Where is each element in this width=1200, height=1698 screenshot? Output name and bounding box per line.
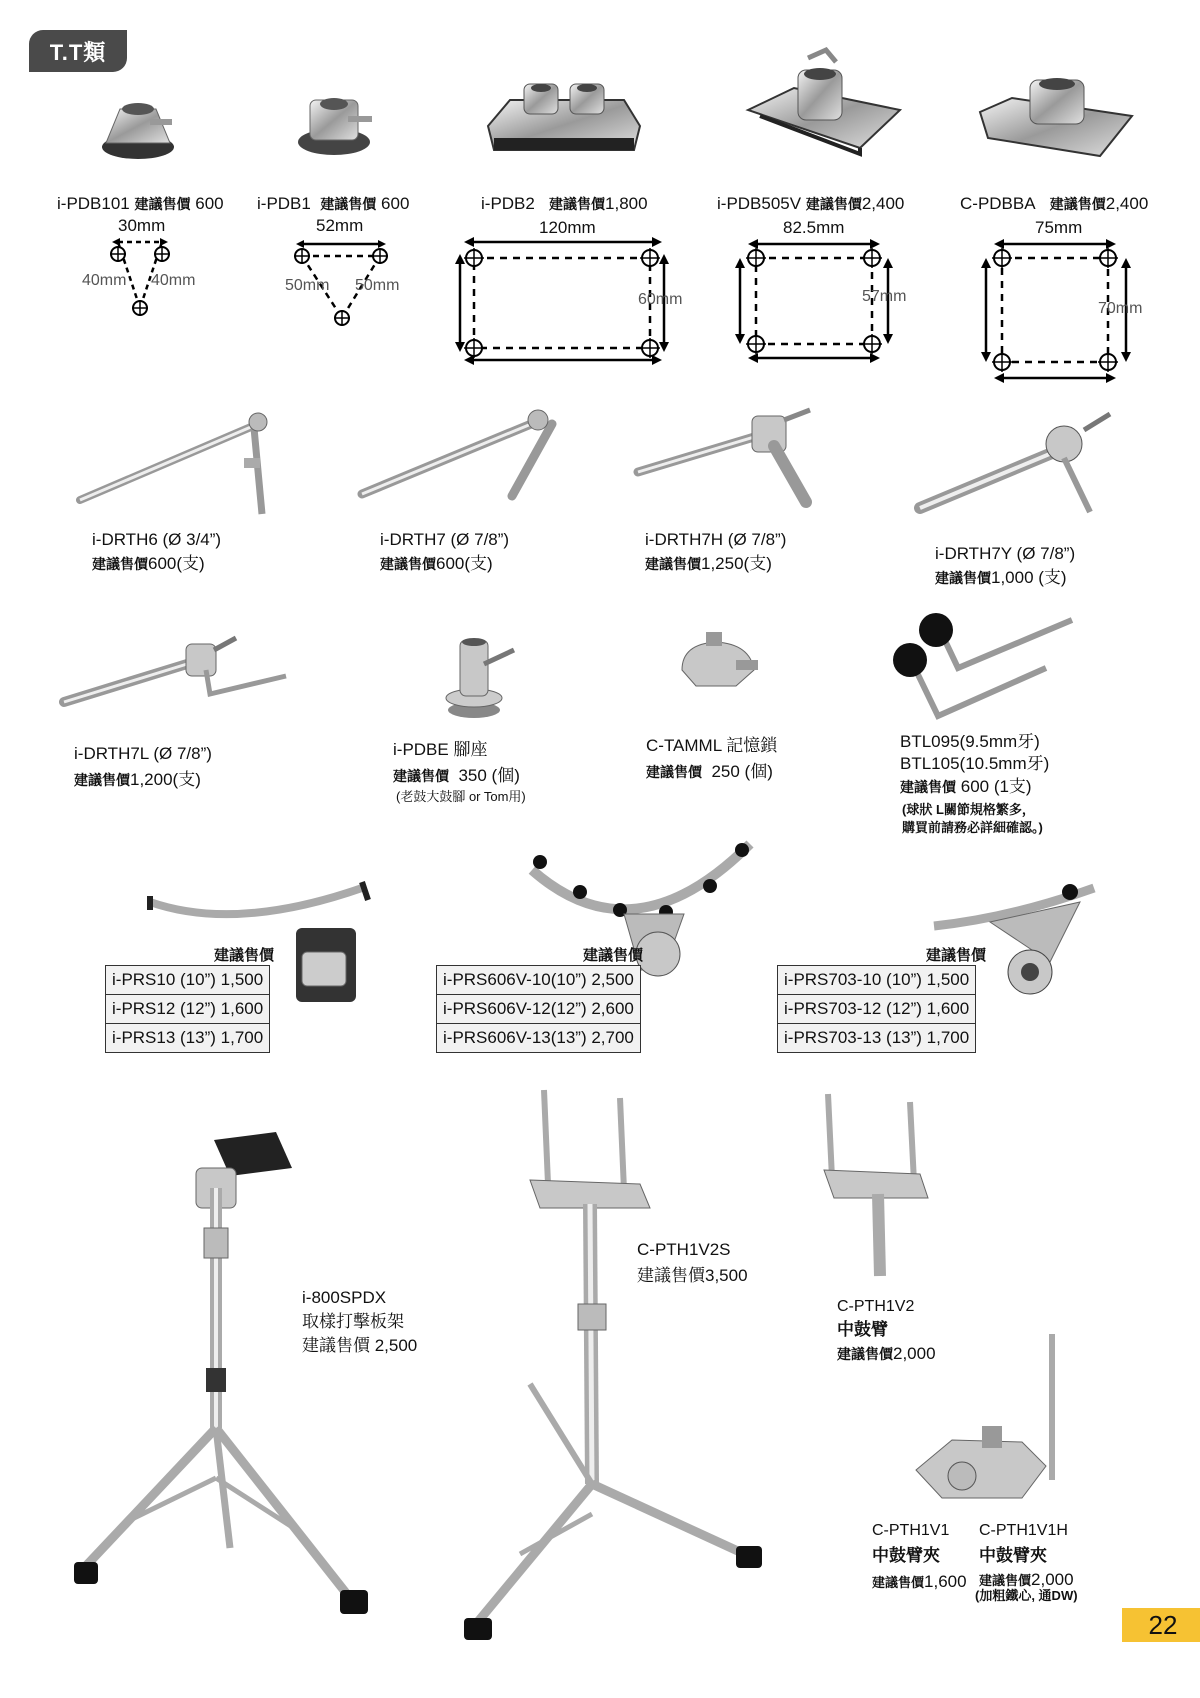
arm-model-i-drth7: i-DRTH7 (Ø 7/8”) <box>380 530 510 549</box>
stand-model-c-pth1v1h: C-PTH1V1H <box>979 1522 1068 1539</box>
product-image-i-drth6 <box>76 408 276 518</box>
acc-model-btl105: BTL105(10.5mm牙) <box>900 754 1050 773</box>
arm-model-i-drth7y: i-DRTH7Y (Ø 7/8”) <box>935 544 1076 563</box>
rim-price-row: i-PRS606V-13(13”) 2,700 <box>437 1024 641 1053</box>
plate-label-i-pdb1: i-PDB1 建議售價 600 <box>257 194 410 213</box>
acc-note-btl-2: 購買前請務必詳細確認。) <box>902 820 1043 835</box>
rim-price-row: i-PRS606V-12(12”) 2,600 <box>437 995 641 1024</box>
dimension-width-i-pdb2: 120mm <box>539 218 596 237</box>
dimension-width-i-pdb101: 30mm <box>118 216 166 235</box>
product-image-c-pth1v1 <box>912 1330 1062 1510</box>
stand-model-c-pth1v2s: C-PTH1V2S <box>637 1240 731 1259</box>
rim-price-row: i-PRS606V-10(10”) 2,500 <box>437 966 641 995</box>
dimension-left-i-pdb101: 40mm <box>82 272 127 289</box>
product-image-btl <box>896 616 1086 726</box>
dimension-height-i-pdb505v: 57mm <box>862 288 907 305</box>
product-image-c-tamml <box>676 630 766 710</box>
plate-label-i-pdb2: i-PDB2 建議售價1,800 <box>481 194 648 213</box>
plate-label-c-pdbba: C-PDBBA 建議售價2,400 <box>960 194 1149 213</box>
rim-price-row: i-PRS10 (10”) 1,500 <box>106 966 270 995</box>
stand-price-c-pth1v1h: 建議售價2,000 <box>979 1570 1074 1589</box>
arm-model-i-drth7h: i-DRTH7H (Ø 7/8”) <box>645 530 787 549</box>
rim-table-header-1: 建議售價 <box>214 947 275 964</box>
category-tag: T.T類 <box>29 30 127 72</box>
rim-table-header-3: 建議售價 <box>926 947 987 964</box>
product-image-i-drth7 <box>356 408 566 508</box>
acc-price-i-pdbe: 建議售價 350 (個) <box>393 766 520 785</box>
stand-name-c-pth1v1: 中鼓臂夾 <box>872 1546 940 1565</box>
acc-note-btl-1: (球狀 L關節規格繁多， <box>902 802 1035 817</box>
arm-price-i-drth6: 建議售價600(支) <box>92 554 205 573</box>
stand-model-i-800spdx: i-800SPDX <box>302 1288 387 1307</box>
rim-price-row: i-PRS703-12 (12”) 1,600 <box>778 995 976 1024</box>
dimension-left-i-pdb1: 50mm <box>285 277 330 294</box>
rim-table-header-2: 建議售價 <box>583 947 644 964</box>
dimension-width-i-pdb1: 52mm <box>316 216 364 235</box>
acc-note-i-pdbe: (老鼓大鼓腳 or Tom用) <box>396 789 526 804</box>
rim-price-row: i-PRS13 (13”) 1,700 <box>106 1024 270 1053</box>
product-image-i-pdb2 <box>484 80 644 160</box>
product-image-c-pth1v2 <box>814 1090 944 1280</box>
stand-price-c-pth1v1: 建議售價1,600 <box>872 1572 967 1591</box>
acc-model-c-tamml: C-TAMML 記憶鎖 <box>646 736 778 755</box>
stand-name-c-pth1v1h: 中鼓臂夾 <box>979 1546 1047 1565</box>
arm-price-i-drth7y: 建議售價1,000 (支) <box>935 568 1067 587</box>
plate-label-i-pdb101: i-PDB101 建議售價 600 <box>57 194 224 213</box>
arm-price-i-drth7h: 建議售價1,250(支) <box>645 554 772 573</box>
product-image-c-pdbba <box>972 72 1142 162</box>
stand-note-c-pth1v1h: (加粗鐵心, 通DW) <box>975 1588 1078 1603</box>
rim-price-table-i-prs606v <box>436 965 641 1053</box>
acc-price-i-drth7l: 建議售價1,200(支) <box>74 770 201 789</box>
product-image-c-pth1v2s <box>450 1084 770 1644</box>
stand-name-c-pth1v2: 中鼓臂 <box>837 1320 888 1339</box>
product-image-i-pdbe <box>434 634 524 724</box>
rim-price-row: i-PRS703-10 (10”) 1,500 <box>778 966 976 995</box>
rim-price-row: i-PRS12 (12”) 1,600 <box>106 995 270 1024</box>
dimension-height-i-pdb2: 60mm <box>638 291 683 308</box>
acc-price-btl: 建議售價 600 (1支) <box>900 777 1032 796</box>
product-image-i-drth7y <box>914 408 1124 518</box>
acc-model-i-drth7l: i-DRTH7L (Ø 7/8”) <box>74 744 212 763</box>
dimension-right-i-pdb101: 40mm <box>151 272 196 289</box>
dimension-height-c-pdbba: 70mm <box>1098 300 1143 317</box>
stand-name-i-800spdx: 取樣打擊板架 <box>302 1312 404 1331</box>
rim-price-table-i-prs <box>105 965 270 1053</box>
stand-price-i-800spdx: 建議售價 2,500 <box>302 1336 418 1355</box>
plate-label-i-pdb505v: i-PDB505V 建議售價2,400 <box>717 194 905 213</box>
stand-model-c-pth1v2: C-PTH1V2 <box>837 1298 915 1315</box>
stand-price-c-pth1v2: 建議售價2,000 <box>837 1344 936 1363</box>
dimension-width-c-pdbba: 75mm <box>1035 218 1083 237</box>
stand-model-c-pth1v1: C-PTH1V1 <box>872 1522 950 1539</box>
arm-model-i-drth6: i-DRTH6 (Ø 3/4”) <box>92 530 222 549</box>
acc-model-btl095: BTL095(9.5mm牙) <box>900 732 1040 751</box>
page-number: 22 <box>1122 1608 1200 1642</box>
arm-price-i-drth7: 建議售價600(支) <box>380 554 493 573</box>
rim-price-row: i-PRS703-13 (13”) 1,700 <box>778 1024 976 1053</box>
product-image-i-drth7l <box>60 630 290 710</box>
rim-price-table-i-prs703 <box>777 965 976 1053</box>
product-image-i-pdb1 <box>296 90 376 160</box>
dimension-width-i-pdb505v: 82.5mm <box>783 218 845 237</box>
stand-price-c-pth1v2s: 建議售價3,500 <box>637 1266 748 1285</box>
product-image-i-800spdx <box>70 1128 390 1618</box>
product-image-i-drth7h <box>634 406 834 516</box>
product-image-i-pdb101 <box>100 95 180 165</box>
acc-price-c-tamml: 建議售價 250 (個) <box>646 762 773 781</box>
dimension-right-i-pdb1: 50mm <box>355 277 400 294</box>
acc-model-i-pdbe: i-PDBE 腳座 <box>393 740 488 759</box>
product-image-i-pdb505v <box>740 48 910 163</box>
